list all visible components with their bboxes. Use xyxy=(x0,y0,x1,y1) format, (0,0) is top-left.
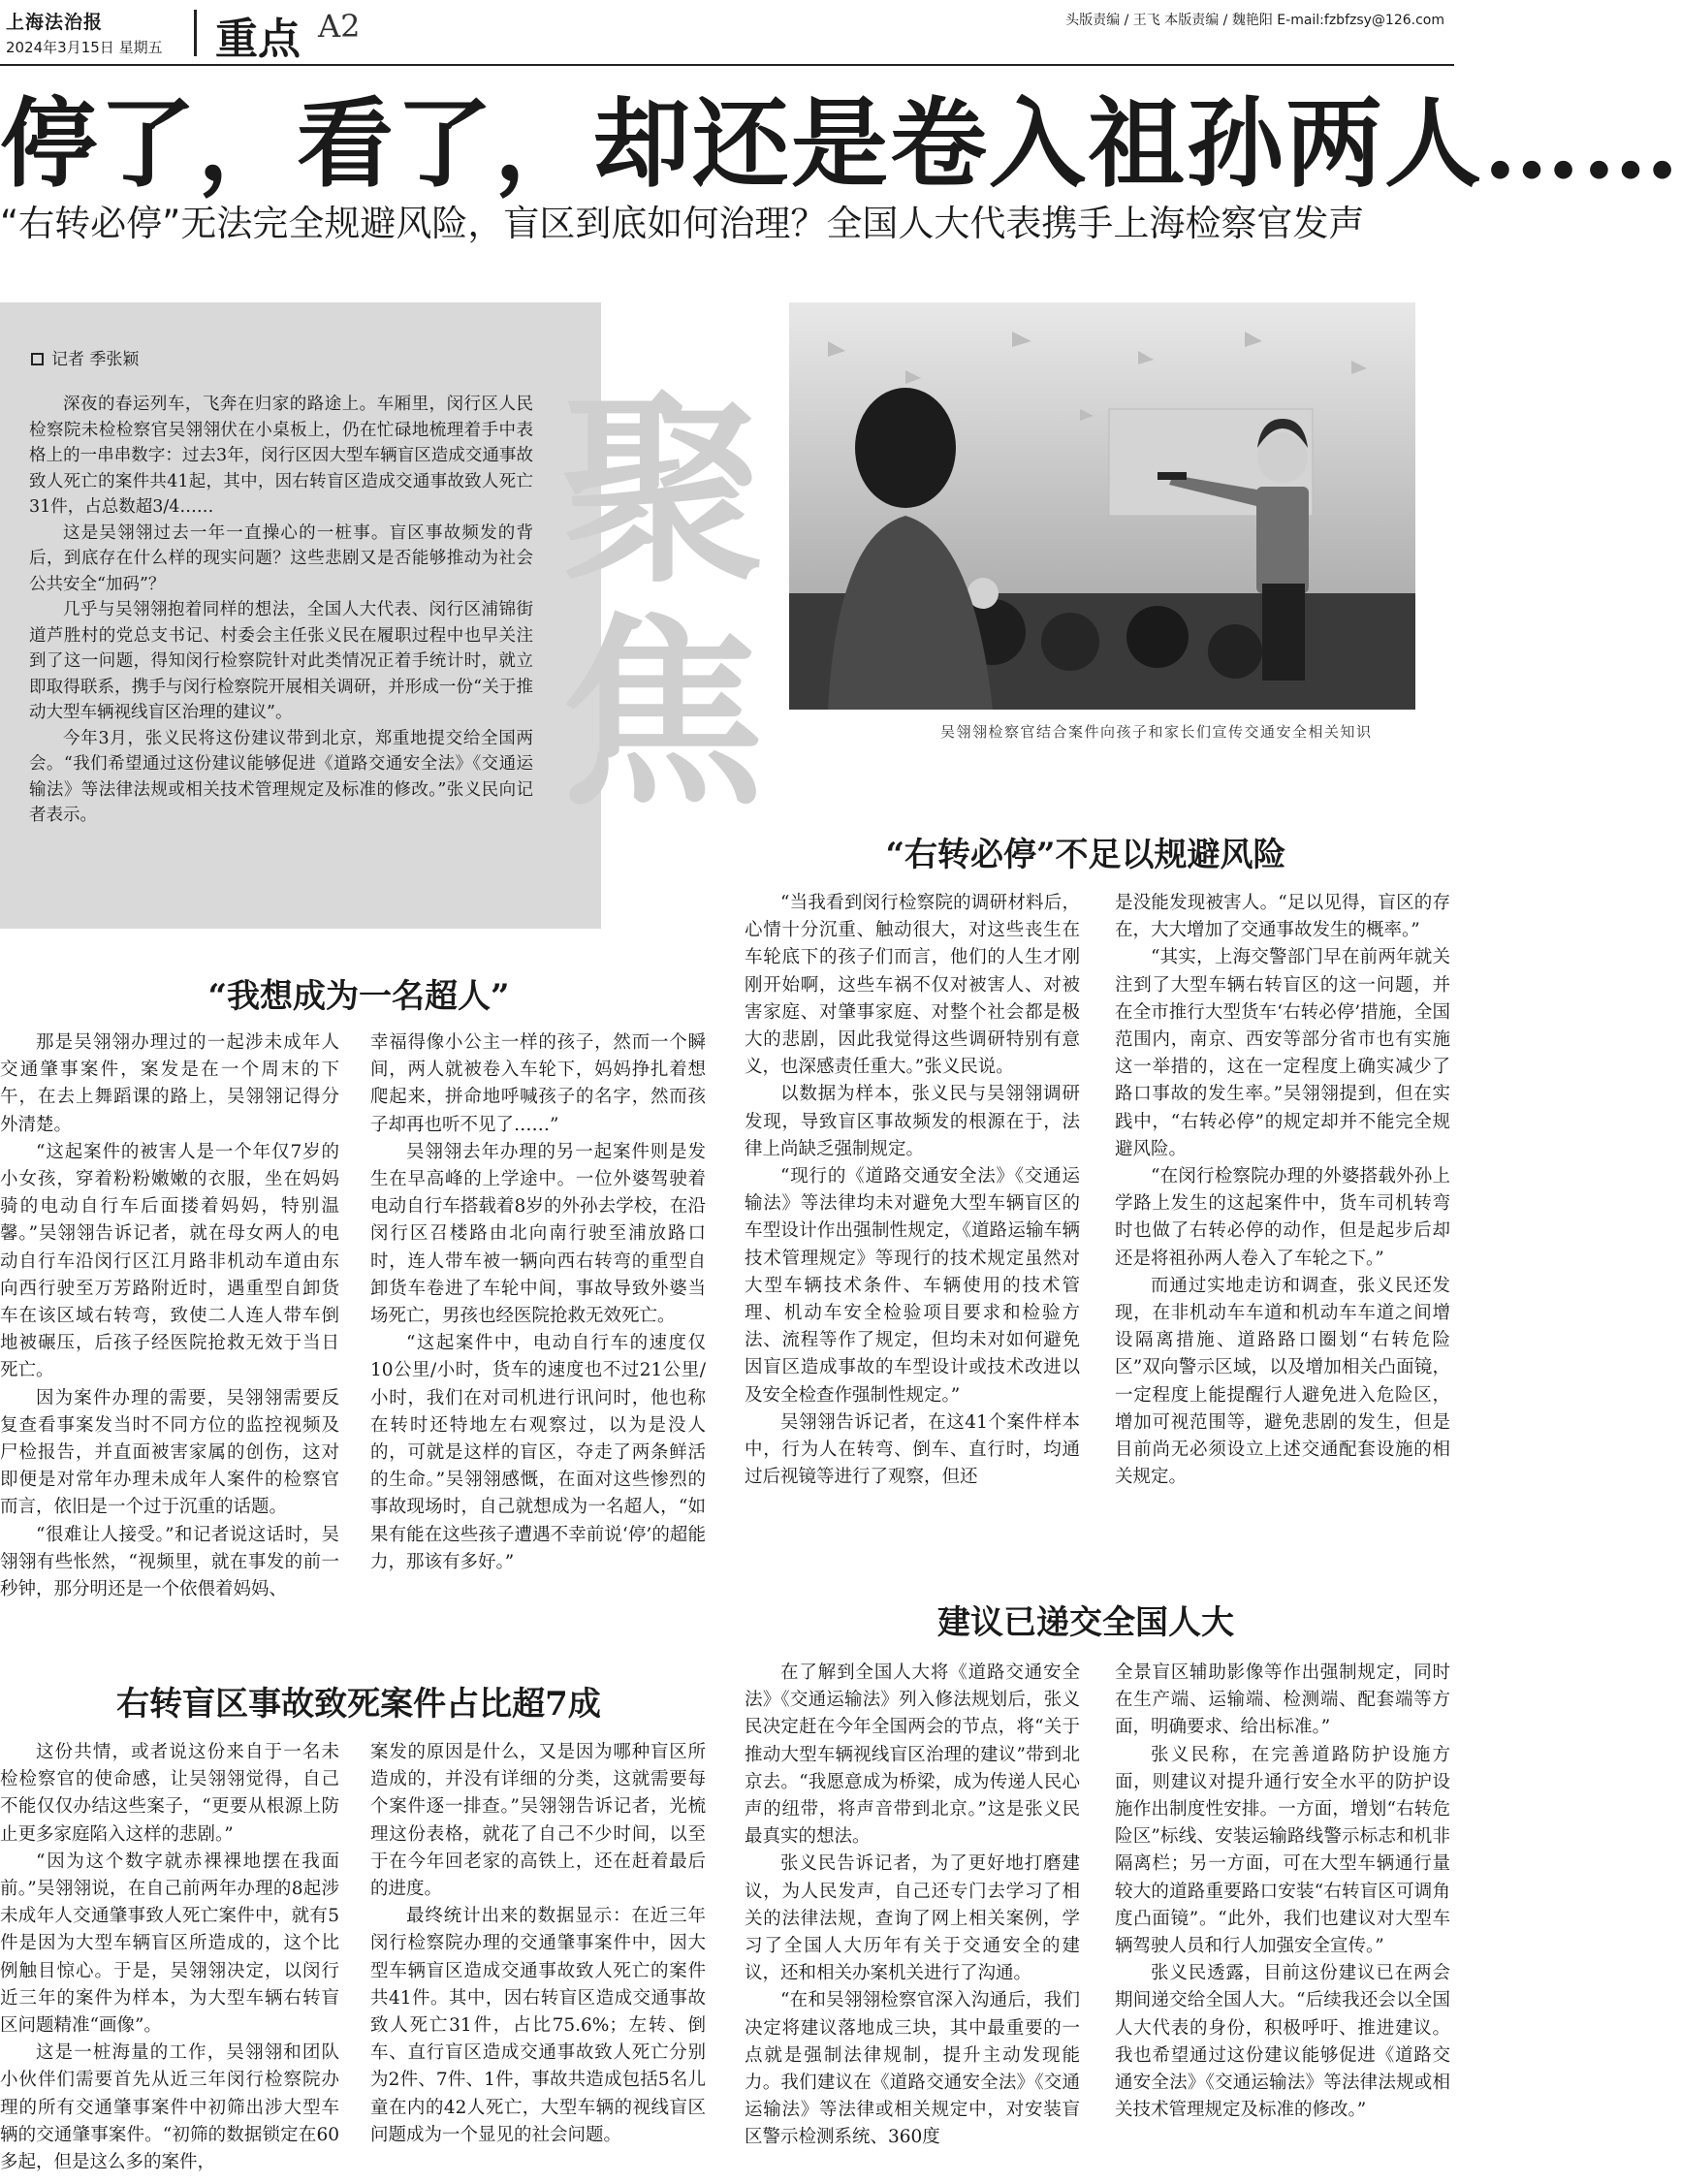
section-title-superman: “我想成为一名超人” xyxy=(207,977,510,1016)
article-paragraph: 而通过实地走访和调查，张义民还发现，在非机动车车道和机动车车道之间增设隔离措施、道路路口圈划“右转危险区”双向警示区域，以及增加相关凸面镜，一定程度上能提醒行人避免进入危险区，增加可视范围等，避免悲剧的发生，但是目前尚无必须设立上述交通配套设施的相关规定。 xyxy=(1115,1275,1450,1488)
article-column-2 xyxy=(370,1029,706,1630)
byline-text: 记者 季张颖 xyxy=(51,350,140,369)
article-paragraph: 这是一桩海量的工作，吴翎翎和团队小伙伴们需要首先从近三年闵行检察院办理的所有交通肇事案件中初筛出涉大型车辆的交通肇事案件。“初筛的数据锁定在60多起，但是这么多的案件， xyxy=(0,2042,339,2173)
page-number: A2 xyxy=(318,8,361,45)
article-paragraph: 幸福得像小公主一样的孩子，然而一个瞬间，两人就被卷入车轮下，妈妈挣扎着想爬起来，拼命地呼喊孩子的名字，然而孩子却再也听不见了……” xyxy=(370,1032,706,1135)
photo-caption: 吴翎翎检察官结合案件向孩子和家长们宣传交通安全相关知识 xyxy=(940,723,1373,741)
focus-watermark: 聚焦 xyxy=(560,371,765,834)
masthead xyxy=(0,0,1454,66)
article-paragraph: 全景盲区辅助影像等作出强制规定，同时在生产端、运输端、检测端、配套端等方面，明确要求、给出标准。” xyxy=(1115,1662,1450,1738)
square-bullet-icon xyxy=(31,353,44,365)
article-paragraph: 以数据为样本，张义民与吴翎翎调研发现，导致盲区事故频发的根源在于，法律上尚缺乏强制规定。 xyxy=(745,1084,1080,1159)
article-paragraph: “很难让人接受。”和记者说这话时，吴翎翎有些怅然，“视频里，就在事发的前一秒钟，那分明还是一个依偎着妈妈、 xyxy=(0,1524,339,1600)
section-title-blind-spot: 右转盲区事故致死案件占比超7成 xyxy=(116,1685,601,1724)
article-paragraph: 张义民透露，目前这份建议已在两会期间递交给全国人大。“后续我还会以全国人大代表的身份，积极呼吁、推进建议。我也希望通过这份建议能够促进《道路交通安全法》《交通运输法》等法律法规或相关技术管理规定及标准的修改。” xyxy=(1115,1963,1450,2121)
article-paragraph: 吴翎翎告诉记者，在这41个案件样本中，行为人在转弯、倒车、直行时，均通过后视镜等进行了观察，但还 xyxy=(745,1411,1080,1488)
article-paragraph: 张义民称，在完善道路防护设施方面，则建议对提升通行安全水平的防护设施作出制度性安排。一方面，增划“右转危险区”标线、安装运输路线警示标志和机非隔离栏；另一方面，可在大型车辆通行量较大的道路重要路口安装“右转盲区可调角度凸面镜”。“此外，我们也建议对大型车辆驾驶人员和行人加强安全宣传。” xyxy=(1115,1744,1450,1957)
article-column-6 xyxy=(370,1739,706,2180)
article-paragraph: 因为案件办理的需要，吴翎翎需要反复查看事案发当时不同方位的监控视频及尸检报告，并直面被害家属的创伤，这对即便是对常年办理未成年人案件的检察官而言，依旧是一个过于沉重的话题。 xyxy=(0,1387,339,1518)
article-paragraph: 最终统计出来的数据显示：在近三年闵行检察院办理的交通肇事案件中，因大型车辆盲区造成交通事故致人死亡的案件共41件。其中，因右转盲区造成交通事故致人死亡31件，占比75.6%；左转、倒车、直行盲区造成交通事故致人死亡分别为2件、7件、1件，事故共造成包括5名儿童在内的42人死亡，大型车辆的视线盲区问题成为一个显见的社会问题。 xyxy=(370,1906,706,2145)
section-title-right-turn: “右转必停”不足以规避风险 xyxy=(885,836,1286,874)
byline xyxy=(31,345,139,369)
masthead-divider xyxy=(194,10,197,56)
news-photo xyxy=(789,302,1415,710)
section-title-proposal: 建议已递交全国人大 xyxy=(937,1603,1234,1642)
article-column-4 xyxy=(1115,890,1450,1549)
article-paragraph: “这起案件的被害人是一个年仅7岁的小女孩，穿着粉粉嫩嫩的衣服，坐在妈妈骑的电动自行车后面搂着妈妈，特别温馨。”吴翎翎告诉记者，就在母女两人的电动自行车沿闵行区江月路非机动车道由东向西行驶至万芳路附近时，遇重型自卸货车在该区域右转弯，致使二人连人带车倒地被碾压，后孩子经医院抢救无效于当日死亡。 xyxy=(0,1141,339,1381)
article-paragraph: “现行的《道路交通安全法》《交通运输法》等法律均未对避免大型车辆盲区的车型设计作出强制性规定，《道路运输车辆技术管理规定》等现行的技术规定虽然对大型车辆技术条件、车辆使用的技术管理、机动车安全检验项目要求和检验方法、流程等作了规定，但均未对如何避免因盲区造成事故的车型设计或技术改进以及安全检查作强制性规定。” xyxy=(745,1166,1080,1406)
intro-text xyxy=(29,392,533,829)
article-paragraph: 是没能发现被害人。“足以见得，盲区的存在，大大增加了交通事故发生的概率。” xyxy=(1115,893,1450,941)
intro-paragraph: 深夜的春运列车，飞奔在归家的路途上。车厢里，闵行区人民检察院未检检察官吴翎翎伏在小桌板上，仍在忙碌地梳理着手中表格上的一串串数字：过去3年，闵行区因大型车辆盲区造成交通事故致人死亡的案件共41起，其中，因右转盲区造成交通事故致人死亡31件，占总数超3/4…… xyxy=(29,395,533,517)
article-paragraph: 在了解到全国人大将《道路交通安全法》《交通运输法》列入修法规划后，张义民决定赶在今年全国两会的节点，将“关于推动大型车辆视线盲区治理的建议”带到北京去。“我愿意成为桥梁，成为传递人民心声的纽带，将声音带到北京。”这是张义民最真实的想法。 xyxy=(745,1662,1080,1848)
intro-paragraph: 几乎与吴翎翎抱着同样的想法，全国人大代表、闵行区浦锦街道芦胜村的党总支书记、村委会主任张义民在履职过程中也早关注到了这一问题，得知闵行检察院针对此类情况正着手统计时，就立即取得联系，携手与闵行检察院开展相关调研，并形成一份“关于推动大型车辆视线盲区治理的建议”。 xyxy=(29,600,533,722)
article-column-3 xyxy=(745,890,1080,1549)
editor-credits: 头版责编 / 王飞 本版责编 / 魏艳阳 E-mail:fzbfzsy@126.com xyxy=(1065,13,1444,28)
article-column-8 xyxy=(1115,1660,1450,2183)
article-paragraph: “这起案件中，电动自行车的速度仅10公里/小时，货车的速度也不过21公里/小时，我们在对司机进行讯问时，他也称在转时还特地左右观察过，以为是没人的，可就是这样的盲区，夺走了两条鲜活的生命。”吴翎翎感慨，在面对这些惨烈的事故现场时，自己就想成为一名超人，“如果有能在这些孩子遭遇不幸前说‘停’的超能力，那该有多好。” xyxy=(370,1333,706,1572)
article-paragraph: “在闵行检察院办理的外婆搭载外孙上学路上发生的这起案件中，货车司机转弯时也做了右转必停的动作，但是起步后却还是将祖孙两人卷入了车轮之下。” xyxy=(1115,1166,1450,1269)
article-column-1 xyxy=(0,1029,339,1630)
article-paragraph: “当我看到闵行检察院的调研材料后，心情十分沉重、触动很大，对这些丧生在车轮底下的孩子们而言，他们的人生才刚刚开始啊，这些车祸不仅对被害人、对被害家庭、对肇事家庭、对整个社会都是极大的悲剧，因此我觉得这些调研特别有意义，也深感责任重大。”张义民说。 xyxy=(745,893,1080,1078)
article-paragraph: “其实，上海交警部门早在前两年就关注到了大型车辆右转盲区的这一问题，并在全市推行大型货车‘右转必停’措施，全国范围内，南京、西安等部分省市也有实施这一举措的，这在一定程度上确实减少了路口事故的发生率。”吴翎翎提到，但在实践中，“右转必停”的规定却并不能完全规避风险。 xyxy=(1115,947,1450,1159)
intro-paragraph: 今年3月，张义民将这份建议带到北京，郑重地提交给全国两会。“我们希望通过这份建议能够促进《道路交通安全法》《交通运输法》等法律法规或相关技术管理规定及标准的修改。”张义民向记者表示。 xyxy=(29,728,533,825)
article-paragraph: 吴翎翎去年办理的另一起案件则是发生在早高峰的上学途中。一位外婆驾驶着电动自行车搭载着8岁的外孙去学校，在沿闵行区召楼路由北向南行驶至浦放路口时，连人带车被一辆向西右转弯的重型自卸货车卷进了车轮中间，事故导致外婆当场死亡，男孩也经医院抢救无效死亡。 xyxy=(370,1141,706,1327)
newspaper-logo: 上海法治报 xyxy=(6,12,104,33)
article-paragraph: 案发的原因是什么，又是因为哪种盲区所造成的，并没有详细的分类，这就需要每个案件逐一排查。”吴翎翎告诉记者，光梳理这份表格，就花了自己不少时间，以至于在今年回老家的高铁上，还在赶着最后的进度。 xyxy=(370,1742,706,1900)
article-paragraph: “在和吴翎翎检察官深入沟通后，我们决定将建议落地成三块，其中最重要的一点就是强制法律规制，提升主动发现能力。我们建议在《道路交通安全法》《交通运输法》等法律或相关规定中，对安装盲区警示检测系统、360度 xyxy=(745,1990,1080,2148)
article-paragraph: 这份共情，或者说这份来自于一名未检检察官的使命感，让吴翎翎觉得，自己不能仅仅办结这些案子，“更要从根源上防止更多家庭陷入这样的悲剧。” xyxy=(0,1742,339,1845)
article-paragraph: 张义民告诉记者，为了更好地打磨建议，为人民发声，自己还专门去学习了相关的法律法规，查询了网上相关案例，学习了全国人大历年有关于交通安全的建议，还和相关办案机关进行了沟通。 xyxy=(745,1853,1080,1984)
classroom-photo-illustration xyxy=(789,302,1415,710)
intro-paragraph: 这是吴翎翎过去一年一直操心的一桩事。盲区事故频发的背后，到底存在什么样的现实问题？这些悲剧又是否能够推动为社会公共安全“加码”？ xyxy=(29,522,533,594)
article-paragraph: 那是吴翎翎办理过的一起涉未成年人交通肇事案件，案发是在一个周末的下午，在去上舞蹈课的路上，吴翎翎记得分外清楚。 xyxy=(0,1032,339,1135)
subheadline: “右转必停”无法完全规避风险，盲区到底如何治理？全国人大代表携手上海检察官发声 xyxy=(0,203,1365,244)
issue-date: 2024年3月15日 星期五 xyxy=(6,39,163,56)
article-column-5 xyxy=(0,1739,339,2180)
headline: 停了，看了，却还是卷入祖孙两人…… xyxy=(0,86,1681,201)
article-column-7 xyxy=(745,1660,1080,2183)
section-label: 重点 xyxy=(215,15,301,64)
article-paragraph: “因为这个数字就赤裸裸地摆在我面前。”吴翎翎说，在自己前两年办理的8起涉未成年人交通肇事致人死亡案件中，就有5件是因为大型车辆盲区所造成的，这个比例触目惊心。于是，吴翎翎决定，以闵行近三年的案件为样本，为大型车辆右转盲区问题精准“画像”。 xyxy=(0,1851,339,2037)
